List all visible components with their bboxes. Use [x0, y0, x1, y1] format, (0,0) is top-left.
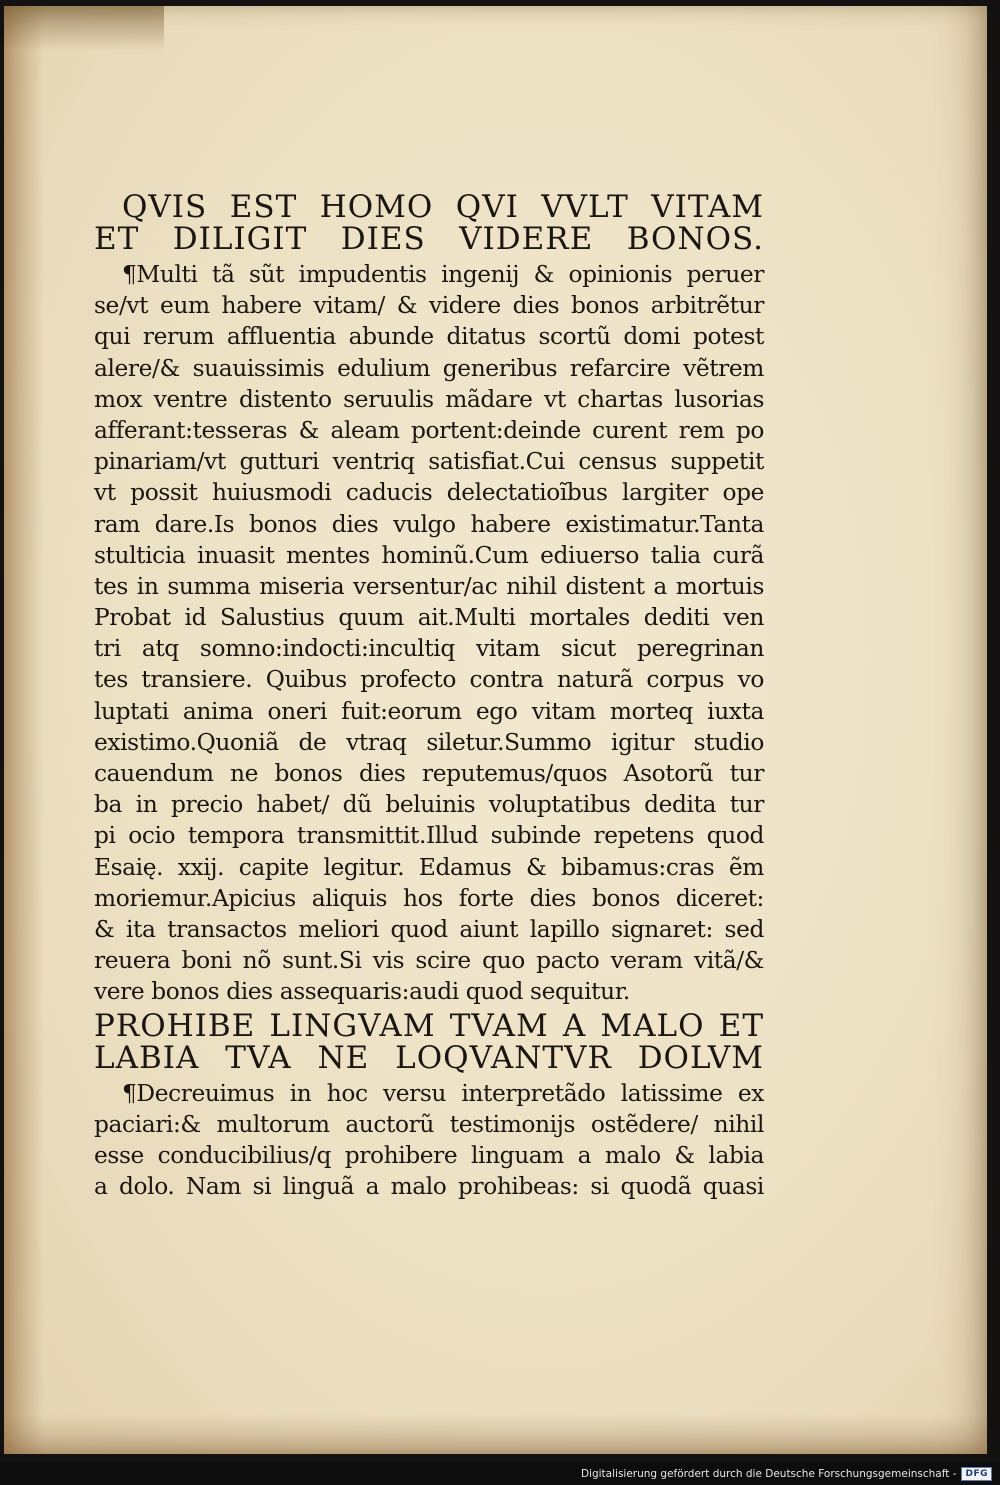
text-line: ¶Multi tã sũt impudentis ingenij & opinionis peruer: [122, 261, 764, 288]
text-line: Esaię. xxij. capite legitur. Edamus & bibamus:cras ẽm: [94, 853, 764, 881]
credit-text: Digitalisierung gefördert durch die Deutsche Forschungsgemeinschaft -: [580, 1468, 957, 1480]
text-line: a dolo. Nam si linguã a malo prohibeas: si quodã quasi: [94, 1173, 764, 1201]
text-line: stulticia inuasit mentes hominũ.Cum ediuerso talia curã: [94, 541, 764, 569]
heading-1: [94, 191, 764, 255]
text-line: tes transiere. Quibus profecto contra naturã corpus vo: [94, 666, 764, 694]
heading-line: PROHIBE LINGVAM TVAM A MALO ET: [94, 1007, 764, 1044]
heading-2: [94, 1007, 764, 1076]
paragraph-2: [94, 1078, 764, 1203]
text-line: vt possit huiusmodi caducis delectatioĩbus largiter ope: [94, 479, 764, 507]
text-line: afferant:tesseras & aleam portent:deinde curent rem po: [94, 416, 764, 444]
text-line: qui rerum affluentia abunde ditatus scortũ domi potest: [94, 323, 764, 351]
text-line: esse conducibilius/q prohibere linguam a malo & labia: [94, 1141, 764, 1169]
heading-line: LABIA TVA NE LOQVANTVR DOLVM: [94, 1039, 764, 1076]
heading-line: ET DILIGIT DIES VIDERE BONOS.: [94, 221, 764, 257]
text-line: alere/& suauissimis edulium generibus refarcire vẽtrem: [94, 354, 764, 382]
page-gutter-shadow: [4, 6, 44, 1454]
text-block: [94, 191, 764, 1202]
text-line: se/vt eum habere vitam/ & videre dies bonos arbitrẽtur: [94, 292, 764, 320]
text-line: paciari:& multorum auctorũ testimonijs ostẽdere/ nihil: [94, 1110, 764, 1138]
text-line: mox ventre distento seruulis mãdare vt chartas lusorias: [94, 385, 764, 413]
text-line: & ita transactos meliori quod aiunt lapillo signaret: sed: [94, 915, 764, 943]
text-line: reuera boni nõ sunt.Si vis scire quo pacto veram vitã/&: [94, 947, 764, 975]
paragraph-1: [94, 259, 764, 1008]
text-line: Probat id Salustius quum ait.Multi mortales dediti ven: [94, 604, 764, 632]
text-line: tes in summa miseria versentur/ac nihil distent a mortuis: [94, 572, 764, 600]
page-stain: [4, 6, 164, 51]
text-line: moriemur.Apicius aliquis hos forte dies bonos diceret:: [94, 884, 764, 912]
page-edge-wear: [4, 1414, 987, 1454]
text-line: existimo.Quoniã de vtraq siletur.Summo igitur studio: [94, 728, 764, 756]
dfg-logo-icon: DFG: [961, 1467, 992, 1481]
text-line: tri atq somno:indocti:incultiq vitam sicut peregrinan: [94, 635, 764, 663]
heading-line: QVIS EST HOMO QVI VVLT VITAM: [122, 189, 764, 225]
text-line: cauendum ne bonos dies reputemus/quos Asotorũ tur: [94, 760, 764, 787]
text-line: luptati anima oneri fuit:eorum ego vitam morteq iuxta: [94, 697, 764, 725]
digitization-credit: [581, 1465, 992, 1483]
text-line: ram dare.Is bonos dies vulgo habere existimatur.Tanta: [94, 510, 764, 538]
text-line: pinariam/vt gutturi ventriq satisfiat.Cui census suppetit: [94, 448, 764, 476]
text-line: ba in precio habet/ dũ beluinis voluptatibus dedita tur: [94, 791, 764, 819]
text-line: vere bonos dies assequaris:audi quod sequitur.: [94, 978, 630, 1006]
book-page: [4, 6, 987, 1454]
text-line: pi ocio tempora transmittit.Illud subinde repetens quod: [94, 822, 764, 850]
text-line: ¶Decreuimus in hoc versu interpretãdo latissime ex: [122, 1079, 764, 1107]
